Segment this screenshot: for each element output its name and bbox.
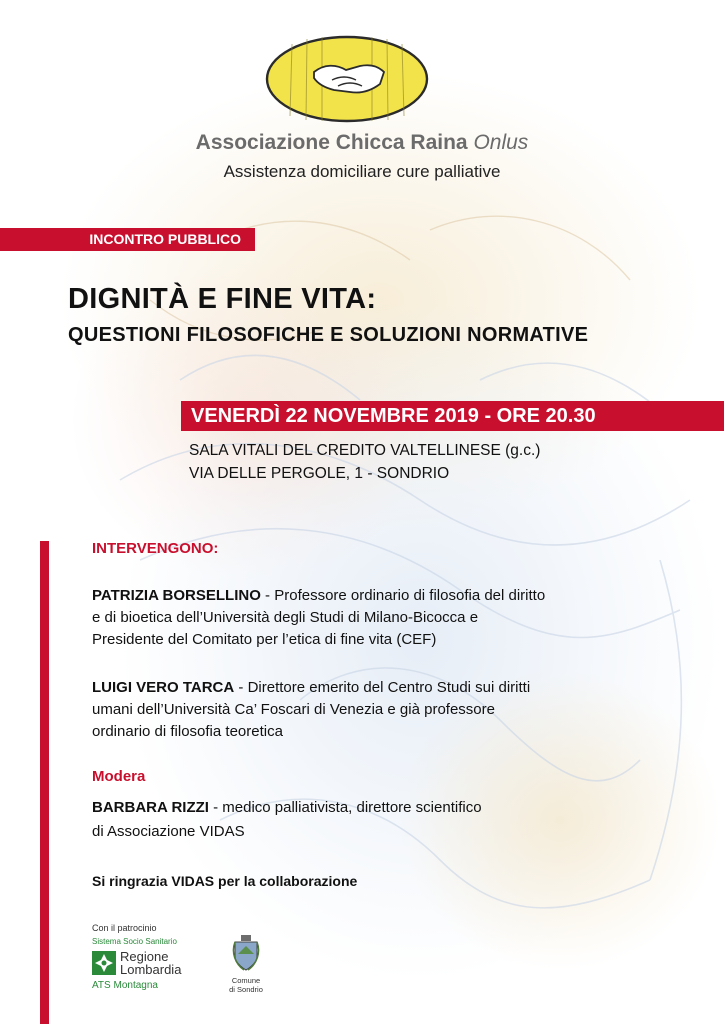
speaker-name: LUIGI VERO TARCA (92, 679, 235, 696)
speaker-desc-line1: - Professore ordinario di filosofia del diritto (260, 587, 546, 604)
moderator-block (92, 796, 692, 844)
vertical-accent-bar (40, 541, 49, 1024)
moderator-desc-line1: - medico palliativista, direttore scientifico (208, 799, 482, 816)
speaker-desc-line2: umani dell’Università Ca’ Foscari di Venezia e già professore (92, 701, 495, 718)
organization-suffix: Onlus (473, 131, 529, 154)
patronage-label: Con il patrocinio (92, 923, 157, 933)
speaker-desc-line3: ordinario di filosofia teoretica (92, 723, 283, 740)
thanks-note: Si ringrazia VIDAS per la collaborazione (92, 873, 358, 889)
speakers-heading: INTERVENGONO: (92, 540, 219, 557)
comune-label-line1: Comune (231, 976, 261, 985)
regione-name (120, 950, 181, 976)
event-title-line1: DIGNITÀ E FINE VITA: (68, 283, 377, 315)
venue-line2: VIA DELLE PERGOLE, 1 - SONDRIO (189, 465, 450, 482)
speaker-desc-line3: Presidente del Comitato per l’etica di fine vita (CEF) (92, 631, 437, 648)
speaker-name: PATRIZIA BORSELLINO (92, 587, 261, 604)
organization-subtitle: Assistenza domiciliare cure palliative (223, 162, 501, 181)
event-datetime-band: VENERDÌ 22 NOVEMBRE 2019 - ORE 20.30 (181, 401, 724, 431)
organization-name (0, 131, 724, 155)
regione-lombardia-cross-icon (92, 951, 116, 975)
regione-name-line2: Lombardia (120, 962, 182, 977)
event-title-line2: QUESTIONI FILOSOFICHE E SOLUZIONI NORMATIVE (68, 324, 589, 346)
speaker-block (92, 585, 692, 651)
comune-sondrio-crest-icon (232, 934, 260, 972)
moderator-desc-line2: di Associazione VIDAS (92, 823, 245, 840)
regione-name-line1: Regione (120, 949, 169, 964)
comune-label (222, 976, 270, 994)
ats-label: ATS Montagna (92, 980, 158, 991)
venue-line1: SALA VITALI DEL CREDITO VALTELLINESE (g.c.) (189, 442, 541, 459)
comune-label-line2: di Sondrio (229, 985, 263, 994)
handshake-oval-logo (262, 30, 432, 128)
event-type-band: INCONTRO PUBBLICO (0, 228, 255, 251)
moderator-heading: Modera (92, 768, 146, 785)
speaker-desc-line2: e di bioetica dell’Università degli Studi di Milano-Bicocca e (92, 609, 479, 626)
moderator-name: BARBARA RIZZI (92, 799, 209, 816)
regione-system-label: Sistema Socio Sanitario (92, 937, 177, 946)
speaker-block (92, 677, 692, 743)
organization-name-text: Associazione Chicca Raina (195, 131, 468, 154)
speaker-desc-line1: - Direttore emerito del Centro Studi sui diritti (234, 679, 531, 696)
